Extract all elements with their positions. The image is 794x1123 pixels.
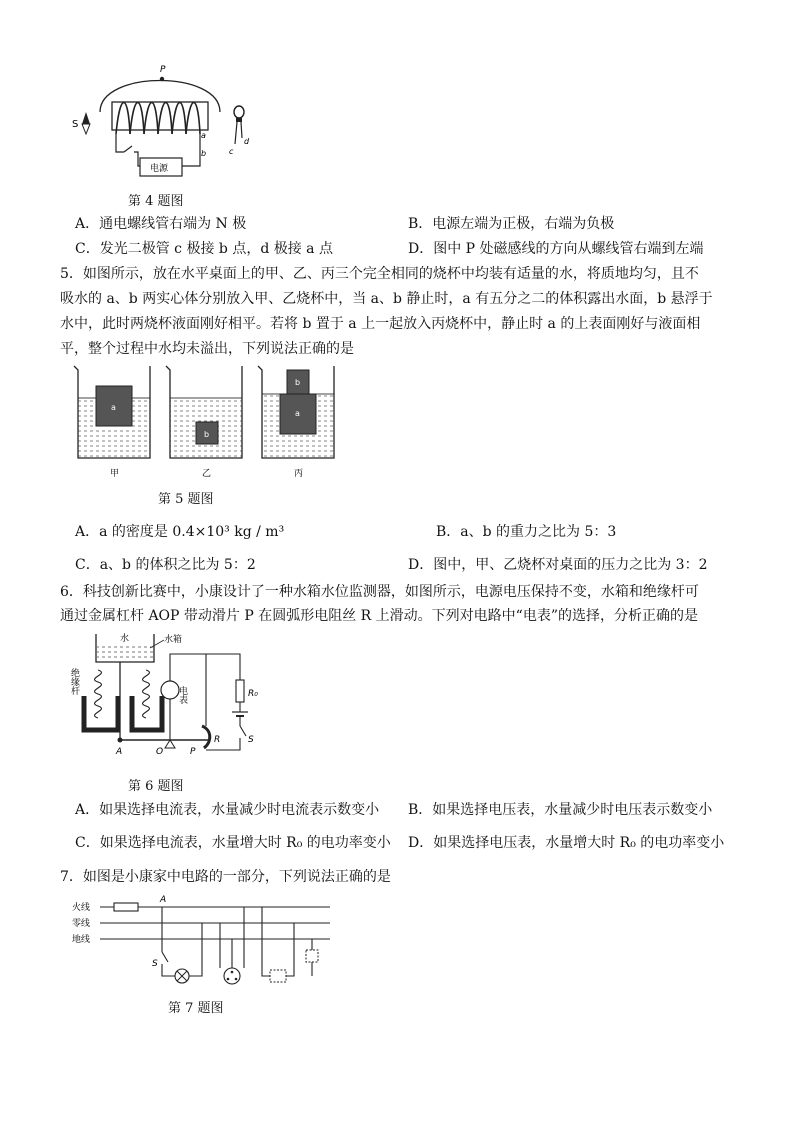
label-r: R [214, 735, 221, 745]
q5-option-c: C．a、b 的体积之比为 5：2 [75, 557, 256, 573]
q6-option-c: C．如果选择电流表，水量增大时 R₀ 的电功率变小 [75, 835, 391, 851]
appliance-2-icon [306, 950, 318, 962]
q4-power-label: 电源 [150, 164, 169, 174]
q4-label-b: b [201, 149, 207, 158]
q7-caption: 第 7 题图 [168, 1001, 224, 1016]
q6-option-b: B．如果选择电压表，水量减少时电压表示数变小 [408, 802, 713, 818]
ground-wire-label: 地线 [72, 935, 91, 945]
meter-label: 电表 [177, 686, 187, 704]
q5-stem-line-3: 水中，此时两烧杯液面刚好相平。若将 b 置于 a 上一起放入丙烧杯中，静止时 a 的上表面刚好与液面相 [60, 316, 701, 332]
label-a7: A [160, 895, 167, 905]
q5-stem-line-2: 吸水的 a、b 两实心体分别放入甲、乙烧杯中，当 a、b 静止时，a 有五分之二的体积露出水面，b 悬浮于 [60, 291, 713, 307]
q5-stem-line-1: 5．如图所示，放在水平桌面上的甲、乙、丙三个完全相同的烧杯中均装有适量的水，将质地均匀，且不 [60, 266, 699, 282]
q4-label-p: P [160, 65, 166, 75]
q4-label-d: d [244, 137, 250, 146]
neutral-wire-label: 零线 [72, 919, 91, 929]
q6-stem-line-2: 通过金属杠杆 AOP 带动滑片 P 在圆弧形电阻丝 R 上滑动。下列对电路中“电表”的选择，分析正确的是 [60, 608, 698, 624]
beaker-jia [74, 366, 150, 458]
live-wire-label: 火线 [72, 903, 91, 913]
label-a6: A [116, 747, 123, 757]
label-yi: 乙 [202, 469, 212, 479]
q6-caption: 第 6 题图 [128, 779, 184, 794]
label-p6: P [190, 747, 196, 757]
label-s7: S [152, 959, 158, 969]
q4-option-d: D．图中 P 处磁感线的方向从螺线管右端到左端 [408, 241, 704, 257]
q7-figure [72, 892, 342, 992]
q5-option-b: B．a、b 的重力之比为 5：3 [436, 524, 617, 540]
tank-label: 水箱 [164, 635, 183, 645]
label-o6: O [156, 747, 164, 757]
label-bing: 丙 [294, 469, 304, 479]
q4-option-b: B．电源左端为正极，右端为负极 [408, 216, 615, 232]
block-a-label-1: a [111, 403, 116, 412]
block-b-label-2: b [295, 378, 301, 387]
q5-stem-line-4: 平，整个过程中水均未溢出，下列说法正确的是 [60, 341, 354, 357]
led-icon [234, 106, 244, 144]
q4-label-c: c [229, 147, 234, 156]
q4-option-c: C．发光二极管 c 极接 b 点，d 极接 a 点 [75, 241, 333, 257]
beaker-yi [166, 366, 242, 458]
q7-stem: 7．如图是小康家中电路的一部分，下列说法正确的是 [60, 869, 391, 885]
fuse-icon [114, 903, 138, 911]
lamp-icon [175, 969, 189, 983]
block-a-label-2: a [295, 409, 300, 418]
q6-stem-line-1: 6．科技创新比赛中，小康设计了一种水箱水位监测器，如图所示，电源电压保持不变，水箱和绝缘杆可 [60, 584, 699, 600]
q5-caption: 第 5 题图 [158, 492, 214, 507]
label-s6: S [248, 735, 254, 745]
q4-option-a: A．通电螺线管右端为 N 极 [75, 216, 247, 232]
label-r0: R₀ [248, 689, 258, 699]
socket-icon [224, 968, 240, 984]
q5-option-a: A．a 的密度是 0.4×10³ kg / m³ [75, 524, 285, 540]
q4-label-a: a [201, 131, 206, 140]
q4-label-s: S [72, 119, 79, 130]
block-b-label-1: b [204, 430, 210, 439]
q4-figure [72, 62, 262, 187]
label-jia: 甲 [110, 469, 120, 479]
q5-option-d: D．图中，甲、乙烧杯对桌面的压力之比为 3：2 [408, 557, 708, 573]
appliance-icon [270, 970, 286, 982]
rod-label: 绝缘杆 [69, 668, 79, 695]
q6-figure [69, 630, 282, 770]
q6-option-a: A．如果选择电流表，水量减少时电流表示数变小 [75, 802, 380, 818]
q5-figure [72, 364, 342, 484]
q6-option-d: D．如果选择电压表，水量增大时 R₀ 的电功率变小 [408, 835, 725, 851]
compass-needle-icon [82, 112, 90, 134]
beaker-bing [258, 366, 334, 458]
q4-caption: 第 4 题图 [128, 194, 184, 209]
water-label: 水 [120, 634, 130, 644]
